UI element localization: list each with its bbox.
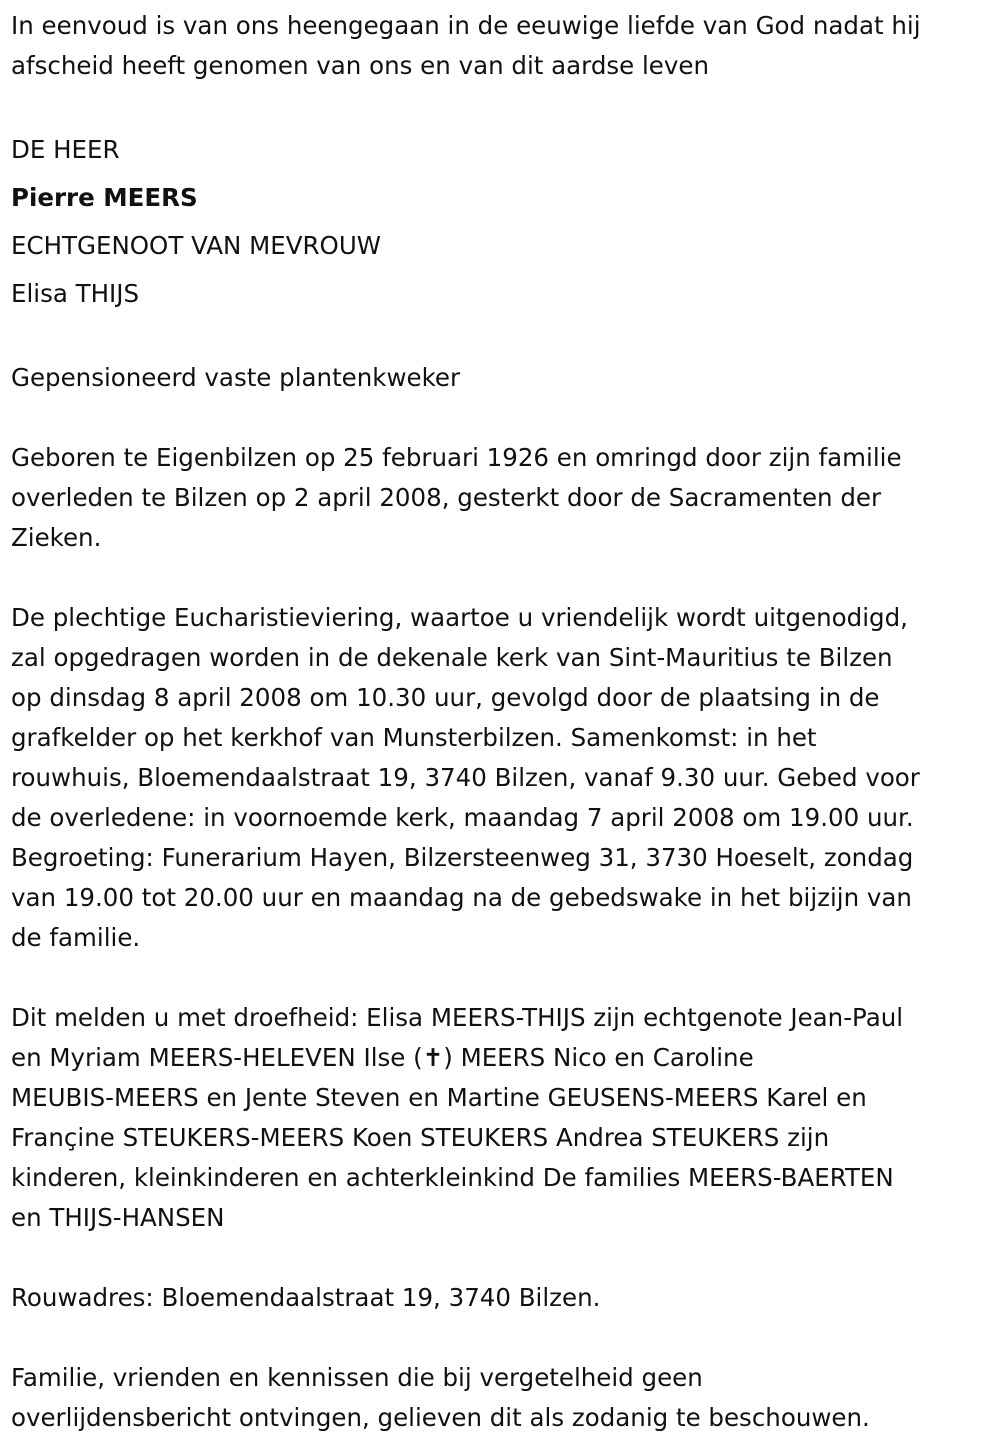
ceremony-line: de overledene: in voornoemde kerk, maandag 7 april 2008 om 19.00 uur. [11,803,914,832]
ceremony-line: op dinsdag 8 april 2008 om 10.30 uur, gevolgd door de plaatsing in de [11,683,880,712]
ceremony-line: zal opgedragen worden in de dekenale kerk van Sint-Mauritius te Bilzen [11,643,893,672]
birth-death-paragraph [11,438,989,558]
ceremony-line: grafkelder op het kerkhof van Munsterbilzen. Samenkomst: in het [11,723,817,752]
ceremony-line: Begroeting: Funerarium Hayen, Bilzersteenweg 31, 3730 Hoeselt, zondag [11,843,914,872]
closing-line: overlijdensbericht ontvingen, gelieven dit als zodanig te beschouwen. [11,1403,870,1432]
spouse-name: Elisa THIJS [11,279,140,308]
family-line: en THIJS-HANSEN [11,1203,225,1232]
birth-death-line: Zieken. [11,523,102,552]
mourning-address: Rouwadres: Bloemendaalstraat 19, 3740 Bilzen. [11,1283,601,1312]
closing-line: Familie, vrienden en kennissen die bij vergetelheid geen [11,1363,703,1392]
deceased-name: Pierre MEERS [11,183,198,212]
ceremony-line: van 19.00 tot 20.00 uur en maandag na de gebedswake in het bijzijn van [11,883,912,912]
family-line: Françine STEUKERS-MEERS Koen STEUKERS Andrea STEUKERS zijn [11,1123,830,1152]
ceremony-line: rouwhuis, Bloemendaalstraat 19, 3740 Bilzen, vanaf 9.30 uur. Gebed voor [11,763,920,792]
intro-paragraph [11,6,989,86]
closing-paragraph [11,1358,989,1438]
ceremony-line: de familie. [11,923,141,952]
ceremony-paragraph [11,598,989,958]
family-paragraph [11,998,989,1238]
family-line: kinderen, kleinkinderen en achterkleinkind De families MEERS-BAERTEN [11,1163,894,1192]
deceased-block [11,126,989,318]
ceremony-line: De plechtige Eucharistieviering, waartoe u vriendelijk wordt uitgenodigd, [11,603,908,632]
intro-line: In eenvoud is van ons heengegaan in de eeuwige liefde van God nadat hij [11,11,921,40]
deceased-title: DE HEER [11,135,120,164]
occupation: Gepensioneerd vaste plantenkweker [11,363,461,392]
spouse-label: ECHTGENOOT VAN MEVROUW [11,231,382,260]
family-line: en Myriam MEERS-HELEVEN Ilse (✝) MEERS Nico en Caroline [11,1043,754,1072]
family-line: MEUBIS-MEERS en Jente Steven en Martine GEUSENS-MEERS Karel en [11,1083,867,1112]
family-line: Dit melden u met droefheid: Elisa MEERS-THIJS zijn echtgenote Jean-Paul [11,1003,904,1032]
birth-death-line: overleden te Bilzen op 2 april 2008, gesterkt door de Sacramenten der [11,483,882,512]
intro-line: afscheid heeft genomen van ons en van dit aardse leven [11,51,709,80]
birth-death-line: Geboren te Eigenbilzen op 25 februari 1926 en omringd door zijn familie [11,443,902,472]
